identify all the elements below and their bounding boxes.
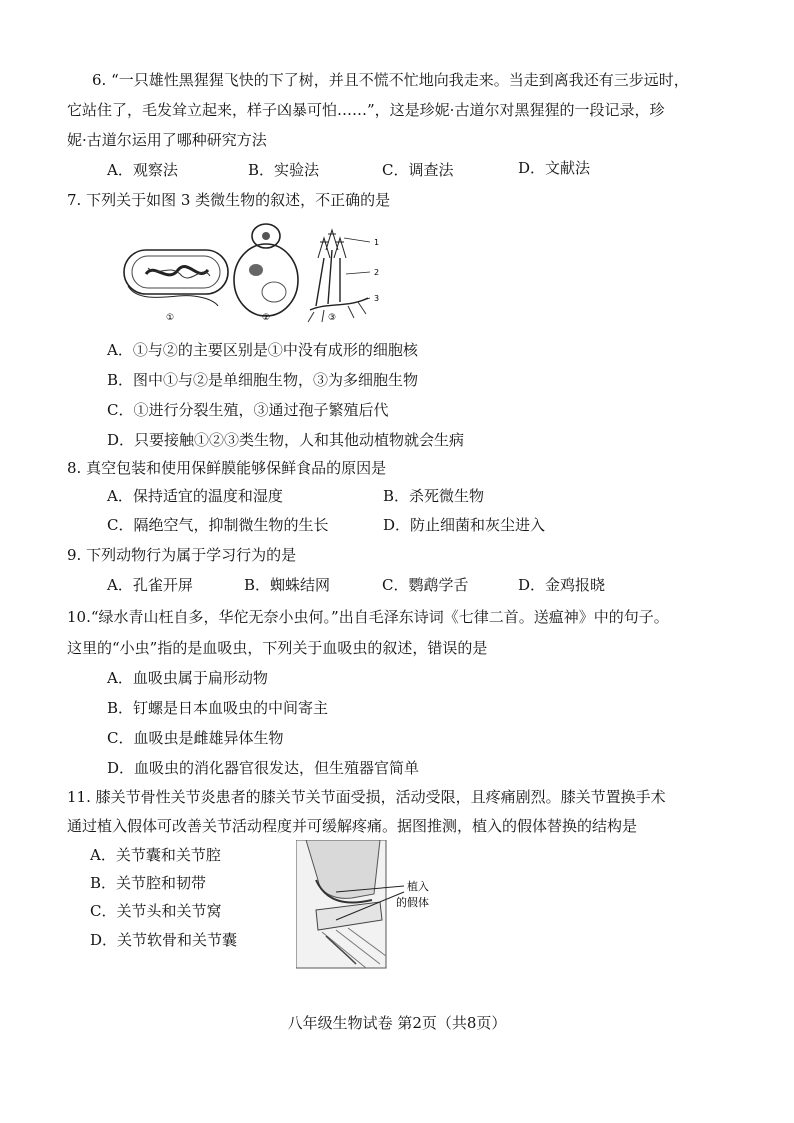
q7-stem: 7. 下列关于如图 3 类微生物的叙述，不正确的是 [67,191,391,209]
q8-stem: 8. 真空包装和使用保鲜膜能够保鲜食品的原因是 [67,459,387,477]
figure-label-2: ② [261,313,271,323]
q7-option-d: D．只要接触①②③类生物，人和其他动植物就会生病 [107,431,465,449]
q11-stem-line2: 通过植入假体可改善关节活动程度并可缓解疼痛。据图推测，植入的假体替换的结构是 [67,817,638,835]
mold-part-label-2: 2 [374,268,380,277]
q9-stem: 9. 下列动物行为属于学习行为的是 [67,546,297,564]
q9-option-a: A．孔雀开屏 [107,576,193,594]
q10-option-c: C．血吸虫是雌雄异体生物 [107,729,284,747]
q6-option-b: B．实验法 [248,161,320,179]
q10-stem-line1: 10.“绿水青山枉自多，华佗无奈小虫何。”出自毛泽东诗词《七律二首。送瘟神》中的句子。 [67,608,669,626]
q6-option-d: D．文献法 [518,159,591,177]
q9-option-b: B．蜘蛛结网 [244,576,331,594]
q11-option-b: B．关节腔和韧带 [90,874,207,892]
q10-option-d: D．血吸虫的消化器官很发达，但生殖器官简单 [107,759,420,777]
q7-option-b: B．图中①与②是单细胞生物，③为多细胞生物 [107,371,419,389]
q8-option-c: C．隔绝空气，抑制微生物的生长 [107,516,329,534]
q7-option-c: C．①进行分裂生殖，③通过孢子繁殖后代 [107,401,389,419]
page-footer: 八年级生物试卷 第2页（共8页） [287,1014,507,1032]
q8-option-d: D．防止细菌和灰尘进入 [383,516,546,534]
figure-label-3: ③ [327,313,337,323]
bacterium-drawing [124,250,228,306]
q6-option-c: C．调查法 [382,161,454,179]
mold-part-label-1: 1 [374,238,380,247]
mold-part-label-3: 3 [374,294,380,303]
q11-option-c: C．关节头和关节窝 [90,902,222,920]
q7-option-a: A．①与②的主要区别是①中没有成形的细胞核 [107,341,418,359]
q6-stem-line3: 妮·古道尔运用了哪种研究方法 [67,131,267,149]
q6-stem-line2: 它站住了，毛发耸立起来，样子凶暴可怕……”，这是珍妮·古道尔对黑猩猩的一段记录，珍 [67,101,665,119]
yeast-drawing [234,224,298,316]
q11-stem-line1: 11. 膝关节骨性关节炎患者的膝关节关节面受损，活动受限，且疼痛剧烈。膝关节置换手术 [67,788,666,806]
q10-stem-line2: 这里的“小虫”指的是血吸虫，下列关于血吸虫的叙述，错误的是 [67,639,488,657]
q10-option-b: B．钉螺是日本血吸虫的中间寄主 [107,699,329,717]
q11-option-a: A．关节囊和关节腔 [90,846,221,864]
q11-option-d: D．关节软骨和关节囊 [90,931,238,949]
microorganism-figure [118,218,398,328]
implant-label-2: 的假体 [396,896,429,909]
q9-option-c: C．鹦鹉学舌 [382,576,469,594]
implant-label-1: 植入 [407,880,429,893]
q8-option-a: A．保持适宜的温度和湿度 [107,487,283,505]
knee-prosthesis-figure [296,840,460,970]
q6-stem-line1: 6. “一只雄性黑猩猩飞快的下了树，并且不慌不忙地向我走来。当走到离我还有三步远时， [92,71,689,89]
q8-option-b: B．杀死微生物 [383,487,485,505]
q6-option-a: A．观察法 [107,161,178,179]
mold-drawing [308,230,370,322]
q9-option-d: D．金鸡报晓 [518,576,606,594]
figure-label-1: ① [165,313,175,323]
q10-option-a: A．血吸虫属于扁形动物 [107,669,268,687]
